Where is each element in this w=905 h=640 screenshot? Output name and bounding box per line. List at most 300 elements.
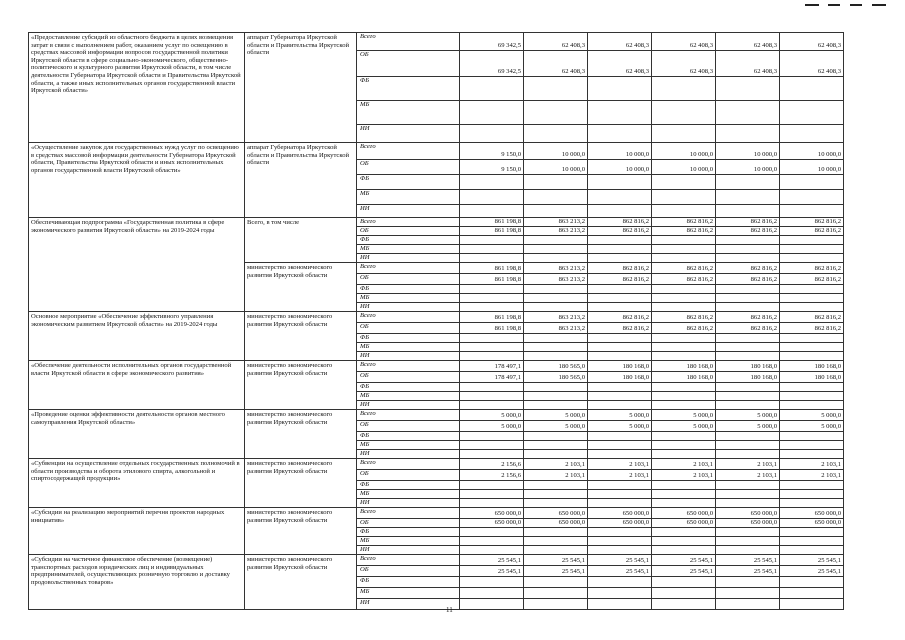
amount-cell <box>716 205 780 218</box>
amount-cell: 180 565,0 <box>524 361 588 372</box>
funding-source-cell: Всего <box>357 555 460 566</box>
funding-source-cell: Всего <box>357 218 460 227</box>
amount-cell <box>780 205 844 218</box>
amount-cell: 10 000,0 <box>588 160 652 175</box>
page-number: 11 <box>446 606 453 614</box>
amount-cell: 650 000,0 <box>524 508 588 519</box>
amount-cell <box>716 401 780 410</box>
amount-cell <box>524 101 588 125</box>
amount-cell <box>652 481 716 490</box>
amount-cell <box>780 537 844 546</box>
funding-source-cell: ФБ <box>357 236 460 245</box>
amount-cell <box>780 499 844 508</box>
amount-cell <box>524 303 588 312</box>
amount-cell <box>780 546 844 555</box>
amount-cell <box>652 383 716 392</box>
amount-cell <box>460 401 524 410</box>
table-row <box>29 361 844 372</box>
measure-description: «Обеспечение деятельности исполнительных органов государственной власти Иркутской области в сфере экономического развития» <box>29 361 245 410</box>
amount-cell: 2 103,1 <box>588 470 652 481</box>
amount-cell <box>716 254 780 263</box>
funding-source-cell: ИИ <box>357 205 460 218</box>
amount-cell <box>588 77 652 101</box>
funding-source-cell: ФБ <box>357 432 460 441</box>
amount-cell: 10 000,0 <box>780 143 844 160</box>
amount-cell: 650 000,0 <box>716 519 780 528</box>
amount-cell: 863 213,2 <box>524 227 588 236</box>
amount-cell <box>524 236 588 245</box>
amount-cell: 861 198,8 <box>460 274 524 285</box>
amount-cell <box>780 101 844 125</box>
funding-source-cell: МБ <box>357 441 460 450</box>
amount-cell <box>652 499 716 508</box>
amount-cell <box>524 343 588 352</box>
amount-cell <box>524 334 588 343</box>
amount-cell: 650 000,0 <box>716 508 780 519</box>
amount-cell <box>716 481 780 490</box>
amount-cell: 25 545,1 <box>716 555 780 566</box>
amount-cell: 10 000,0 <box>780 160 844 175</box>
amount-cell <box>524 432 588 441</box>
amount-cell <box>652 125 716 143</box>
amount-cell: 5 000,0 <box>716 410 780 421</box>
amount-cell <box>716 245 780 254</box>
amount-cell <box>460 441 524 450</box>
amount-cell <box>588 190 652 205</box>
amount-cell: 62 408,3 <box>588 33 652 51</box>
scan-mark <box>872 4 886 6</box>
measure-description: «Субвенции на осуществление отдельных государственных полномочий в области производства и оборота этилового спирта, алкогольной и спиртосодержащей продукции» <box>29 459 245 508</box>
funding-source-cell: Всего <box>357 33 460 51</box>
amount-cell <box>716 599 780 610</box>
amount-cell <box>588 401 652 410</box>
amount-cell <box>588 245 652 254</box>
amount-cell <box>588 392 652 401</box>
amount-cell: 2 103,1 <box>524 459 588 470</box>
amount-cell: 650 000,0 <box>588 508 652 519</box>
amount-cell <box>716 537 780 546</box>
amount-cell <box>460 499 524 508</box>
amount-cell <box>460 481 524 490</box>
amount-cell: 862 816,2 <box>716 218 780 227</box>
amount-cell <box>652 599 716 610</box>
funding-source-cell: Всего <box>357 508 460 519</box>
amount-cell <box>716 77 780 101</box>
scan-mark <box>850 4 862 6</box>
amount-cell <box>716 175 780 190</box>
amount-cell: 862 816,2 <box>780 263 844 274</box>
scan-mark <box>828 4 840 6</box>
funding-source-cell: Всего <box>357 361 460 372</box>
amount-cell <box>588 343 652 352</box>
amount-cell: 2 156,6 <box>460 470 524 481</box>
amount-cell: 862 816,2 <box>652 274 716 285</box>
amount-cell: 862 816,2 <box>588 274 652 285</box>
amount-cell <box>588 528 652 537</box>
funding-source-cell: ФБ <box>357 481 460 490</box>
amount-cell <box>652 401 716 410</box>
funding-source-cell: ИИ <box>357 499 460 508</box>
funding-source-cell: ИИ <box>357 546 460 555</box>
amount-cell <box>716 285 780 294</box>
funding-source-cell: ИИ <box>357 125 460 143</box>
amount-cell <box>780 236 844 245</box>
amount-cell: 180 168,0 <box>652 361 716 372</box>
amount-cell: 862 816,2 <box>780 227 844 236</box>
amount-cell <box>524 175 588 190</box>
amount-cell: 10 000,0 <box>524 143 588 160</box>
amount-cell <box>716 546 780 555</box>
executor-cell: аппарат Губернатора Иркутской области и Правительства Иркутской области <box>245 33 357 143</box>
amount-cell: 650 000,0 <box>652 508 716 519</box>
amount-cell <box>460 450 524 459</box>
amount-cell <box>460 599 524 610</box>
amount-cell <box>716 303 780 312</box>
funding-source-cell: Всего <box>357 263 460 274</box>
amount-cell: 25 545,1 <box>524 566 588 577</box>
funding-source-cell: ОБ <box>357 227 460 236</box>
amount-cell <box>460 490 524 499</box>
amount-cell: 180 565,0 <box>524 372 588 383</box>
amount-cell <box>716 432 780 441</box>
funding-source-cell: ОБ <box>357 566 460 577</box>
amount-cell: 69 342,5 <box>460 51 524 77</box>
table-row <box>29 459 844 470</box>
amount-cell <box>780 285 844 294</box>
executor-cell: министерство экономического развития Иркутской области <box>245 555 357 610</box>
amount-cell <box>716 441 780 450</box>
amount-cell <box>716 490 780 499</box>
amount-cell: 180 168,0 <box>588 372 652 383</box>
amount-cell: 650 000,0 <box>652 519 716 528</box>
funding-source-cell: МБ <box>357 537 460 546</box>
measure-description: Основное мероприятие «Обеспечение эффективного управления экономическим развитием Иркутской области» на 2019-2024 годы <box>29 312 245 361</box>
amount-cell <box>652 334 716 343</box>
amount-cell <box>524 77 588 101</box>
amount-cell <box>588 588 652 599</box>
funding-source-cell: ИИ <box>357 303 460 312</box>
amount-cell <box>780 577 844 588</box>
amount-cell <box>524 383 588 392</box>
amount-cell: 5 000,0 <box>460 421 524 432</box>
amount-cell <box>524 352 588 361</box>
funding-source-cell: МБ <box>357 588 460 599</box>
amount-cell <box>652 236 716 245</box>
amount-cell <box>780 294 844 303</box>
funding-source-cell: ФБ <box>357 285 460 294</box>
funding-source-cell: ФБ <box>357 577 460 588</box>
amount-cell: 862 816,2 <box>716 227 780 236</box>
amount-cell <box>460 125 524 143</box>
amount-cell: 650 000,0 <box>524 519 588 528</box>
amount-cell <box>460 392 524 401</box>
amount-cell <box>652 546 716 555</box>
amount-cell <box>588 537 652 546</box>
amount-cell <box>524 392 588 401</box>
amount-cell: 180 168,0 <box>716 361 780 372</box>
funding-source-cell: ОБ <box>357 274 460 285</box>
amount-cell <box>652 490 716 499</box>
amount-cell <box>780 588 844 599</box>
measure-description: «Осуществление закупок для государственных нужд услуг по освещению в средствах массовой информации деятельности Губернатора Иркутской области, Правительства Иркутской области и иных исполнительных органов государственной власти Иркутской области» <box>29 143 245 218</box>
amount-cell <box>588 125 652 143</box>
amount-cell: 62 408,3 <box>780 33 844 51</box>
amount-cell: 62 408,3 <box>652 51 716 77</box>
amount-cell <box>716 101 780 125</box>
executor-cell: Всего, в том числе <box>245 218 357 263</box>
amount-cell: 2 103,1 <box>524 470 588 481</box>
amount-cell: 25 545,1 <box>588 555 652 566</box>
amount-cell <box>460 577 524 588</box>
amount-cell <box>652 577 716 588</box>
amount-cell <box>524 499 588 508</box>
executor-cell: министерство экономического развития Иркутской области <box>245 263 357 312</box>
amount-cell: 2 103,1 <box>780 470 844 481</box>
amount-cell <box>524 528 588 537</box>
executor-cell: министерство экономического развития Иркутской области <box>245 361 357 410</box>
amount-cell <box>780 245 844 254</box>
amount-cell <box>588 441 652 450</box>
amount-cell <box>652 294 716 303</box>
amount-cell: 862 816,2 <box>588 218 652 227</box>
amount-cell: 5 000,0 <box>652 421 716 432</box>
measure-description: «Проведение оценки эффективности деятельности органов местного самоуправления Иркутской области» <box>29 410 245 459</box>
table-row <box>29 555 844 566</box>
amount-cell <box>780 490 844 499</box>
amount-cell <box>588 352 652 361</box>
amount-cell <box>780 450 844 459</box>
amount-cell <box>524 490 588 499</box>
amount-cell <box>524 441 588 450</box>
funding-source-cell: ОБ <box>357 51 460 77</box>
amount-cell: 25 545,1 <box>460 555 524 566</box>
amount-cell <box>652 175 716 190</box>
amount-cell <box>588 205 652 218</box>
amount-cell: 862 816,2 <box>780 312 844 323</box>
amount-cell <box>780 125 844 143</box>
amount-cell <box>524 205 588 218</box>
amount-cell: 2 103,1 <box>588 459 652 470</box>
amount-cell <box>460 101 524 125</box>
amount-cell: 25 545,1 <box>460 566 524 577</box>
amount-cell <box>780 432 844 441</box>
amount-cell <box>588 450 652 459</box>
funding-source-cell: ФБ <box>357 334 460 343</box>
amount-cell <box>652 392 716 401</box>
amount-cell <box>588 303 652 312</box>
executor-cell: министерство экономического развития Иркутской области <box>245 410 357 459</box>
table-row <box>29 410 844 421</box>
amount-cell: 10 000,0 <box>588 143 652 160</box>
amount-cell <box>716 236 780 245</box>
amount-cell <box>780 599 844 610</box>
funding-source-cell: МБ <box>357 294 460 303</box>
funding-source-cell: ФБ <box>357 77 460 101</box>
amount-cell: 5 000,0 <box>780 410 844 421</box>
amount-cell: 863 213,2 <box>524 323 588 334</box>
amount-cell <box>780 77 844 101</box>
funding-source-cell: ОБ <box>357 519 460 528</box>
amount-cell <box>460 285 524 294</box>
amount-cell: 861 198,8 <box>460 227 524 236</box>
amount-cell: 650 000,0 <box>780 508 844 519</box>
amount-cell <box>588 101 652 125</box>
amount-cell: 25 545,1 <box>716 566 780 577</box>
amount-cell <box>780 481 844 490</box>
amount-cell: 650 000,0 <box>460 519 524 528</box>
amount-cell: 862 816,2 <box>716 312 780 323</box>
amount-cell: 178 497,1 <box>460 372 524 383</box>
amount-cell <box>460 352 524 361</box>
amount-cell <box>588 236 652 245</box>
funding-source-cell: МБ <box>357 490 460 499</box>
amount-cell <box>460 546 524 555</box>
amount-cell: 650 000,0 <box>780 519 844 528</box>
amount-cell: 862 816,2 <box>716 263 780 274</box>
amount-cell <box>588 546 652 555</box>
funding-source-cell: ФБ <box>357 383 460 392</box>
funding-source-cell: МБ <box>357 245 460 254</box>
amount-cell <box>716 499 780 508</box>
amount-cell <box>588 499 652 508</box>
amount-cell <box>780 352 844 361</box>
amount-cell: 862 816,2 <box>588 312 652 323</box>
amount-cell <box>780 528 844 537</box>
amount-cell <box>780 254 844 263</box>
amount-cell <box>524 481 588 490</box>
amount-cell <box>652 441 716 450</box>
amount-cell <box>524 125 588 143</box>
funding-source-cell: Всего <box>357 459 460 470</box>
amount-cell <box>460 383 524 392</box>
amount-cell: 180 168,0 <box>780 372 844 383</box>
amount-cell <box>716 450 780 459</box>
amount-cell: 2 103,1 <box>652 470 716 481</box>
amount-cell: 861 198,8 <box>460 312 524 323</box>
amount-cell: 25 545,1 <box>652 555 716 566</box>
amount-cell <box>460 294 524 303</box>
amount-cell: 650 000,0 <box>460 508 524 519</box>
amount-cell <box>716 352 780 361</box>
amount-cell: 862 816,2 <box>588 227 652 236</box>
amount-cell <box>588 432 652 441</box>
amount-cell: 180 168,0 <box>716 372 780 383</box>
amount-cell <box>716 125 780 143</box>
amount-cell <box>524 285 588 294</box>
amount-cell: 862 816,2 <box>652 263 716 274</box>
amount-cell <box>524 577 588 588</box>
amount-cell <box>652 537 716 546</box>
amount-cell: 25 545,1 <box>780 566 844 577</box>
amount-cell <box>652 205 716 218</box>
amount-cell <box>588 254 652 263</box>
funding-source-cell: МБ <box>357 392 460 401</box>
funding-source-cell: ИИ <box>357 254 460 263</box>
amount-cell: 5 000,0 <box>588 410 652 421</box>
amount-cell <box>716 190 780 205</box>
amount-cell <box>460 432 524 441</box>
amount-cell <box>460 245 524 254</box>
funding-source-cell: ОБ <box>357 470 460 481</box>
amount-cell <box>460 588 524 599</box>
amount-cell: 5 000,0 <box>588 421 652 432</box>
funding-source-cell: МБ <box>357 343 460 352</box>
table-row <box>29 143 844 160</box>
amount-cell: 863 213,2 <box>524 263 588 274</box>
amount-cell <box>780 441 844 450</box>
amount-cell <box>716 294 780 303</box>
amount-cell <box>652 450 716 459</box>
amount-cell <box>716 383 780 392</box>
amount-cell: 62 408,3 <box>652 33 716 51</box>
amount-cell: 180 168,0 <box>780 361 844 372</box>
amount-cell <box>652 528 716 537</box>
amount-cell <box>524 254 588 263</box>
amount-cell: 180 168,0 <box>588 361 652 372</box>
amount-cell <box>780 401 844 410</box>
amount-cell: 2 103,1 <box>716 470 780 481</box>
amount-cell <box>460 205 524 218</box>
amount-cell <box>460 254 524 263</box>
amount-cell: 10 000,0 <box>652 160 716 175</box>
amount-cell <box>716 334 780 343</box>
funding-source-cell: ИИ <box>357 599 460 610</box>
funding-source-cell: ФБ <box>357 175 460 190</box>
amount-cell <box>716 392 780 401</box>
amount-cell: 862 816,2 <box>780 274 844 285</box>
amount-cell <box>716 343 780 352</box>
amount-cell: 25 545,1 <box>780 555 844 566</box>
amount-cell <box>780 190 844 205</box>
amount-cell <box>652 285 716 294</box>
amount-cell <box>588 285 652 294</box>
amount-cell <box>524 450 588 459</box>
amount-cell: 5 000,0 <box>460 410 524 421</box>
amount-cell: 863 213,2 <box>524 274 588 285</box>
amount-cell: 862 816,2 <box>652 323 716 334</box>
amount-cell <box>652 303 716 312</box>
amount-cell: 10 000,0 <box>524 160 588 175</box>
table-row <box>29 508 844 519</box>
amount-cell <box>652 254 716 263</box>
amount-cell: 861 198,8 <box>460 263 524 274</box>
amount-cell <box>780 392 844 401</box>
amount-cell <box>460 77 524 101</box>
amount-cell <box>460 190 524 205</box>
amount-cell <box>524 190 588 205</box>
amount-cell: 862 816,2 <box>716 274 780 285</box>
executor-cell: министерство экономического развития Иркутской области <box>245 459 357 508</box>
executor-cell: министерство экономического развития Иркутской области <box>245 508 357 555</box>
amount-cell: 62 408,3 <box>588 51 652 77</box>
amount-cell: 9 150,0 <box>460 160 524 175</box>
amount-cell: 25 545,1 <box>652 566 716 577</box>
funding-source-cell: ФБ <box>357 528 460 537</box>
amount-cell <box>460 528 524 537</box>
amount-cell <box>588 334 652 343</box>
amount-cell <box>524 245 588 254</box>
amount-cell: 862 816,2 <box>780 218 844 227</box>
amount-cell <box>588 490 652 499</box>
executor-cell: министерство экономического развития Иркутской области <box>245 312 357 361</box>
amount-cell: 62 408,3 <box>716 51 780 77</box>
amount-cell <box>588 383 652 392</box>
funding-source-cell: ИИ <box>357 401 460 410</box>
amount-cell: 62 408,3 <box>524 33 588 51</box>
amount-cell <box>652 245 716 254</box>
amount-cell <box>780 343 844 352</box>
amount-cell: 650 000,0 <box>588 519 652 528</box>
